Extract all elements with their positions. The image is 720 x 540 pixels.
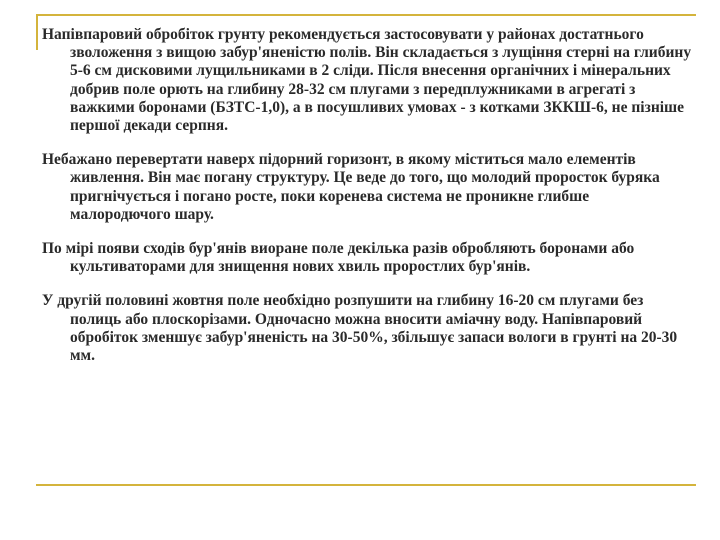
top-rule xyxy=(36,14,696,16)
paragraph-3: По мірі появи сходів бур'янів виоране поле декілька разів обробляють боронами або культиваторами для знищення нових хвиль проростлих бур'янів. xyxy=(42,240,635,276)
paragraph-2: Небажано перевертати наверх підорний горизонт, в якому міститься мало елементів живлення. Він має погану структуру. Це веде до того, що молодий проросток буряка пригнічується і погано росте, поки коренева система не проникне глибше малородючого шару. xyxy=(42,151,660,223)
slide-body xyxy=(42,26,692,381)
paragraph-1: Напівпаровий обробіток грунту рекомендується застосовувати у районах достатнього зволоження з вищою забур'яненістю полів. Він складається з лущіння стерні на глибину 5-6 см дисковими лущильниками в 2 сліди. Після внесення органічних і мінеральних добрив поле орють на глибину 28-32 см плугами з передплужниками в агрегаті з важкими боронами (БЗТС-1,0), а в посушливих умовах - з котками ЗККШ-6, не пізніше першої декади серпня. xyxy=(42,26,692,135)
paragraph-4: У другій половині жовтня поле необхідно розпушити на глибину 16-20 см плугами без полиць або плоскорізами. Одночасно можна вносити аміачну воду. Напівпаровий обробіток зменшує забур'яненість на 30-50%, збільшує запаси вологи в грунті на 20-30 мм. xyxy=(42,292,678,365)
side-rule xyxy=(36,14,38,50)
bottom-rule xyxy=(36,484,696,486)
